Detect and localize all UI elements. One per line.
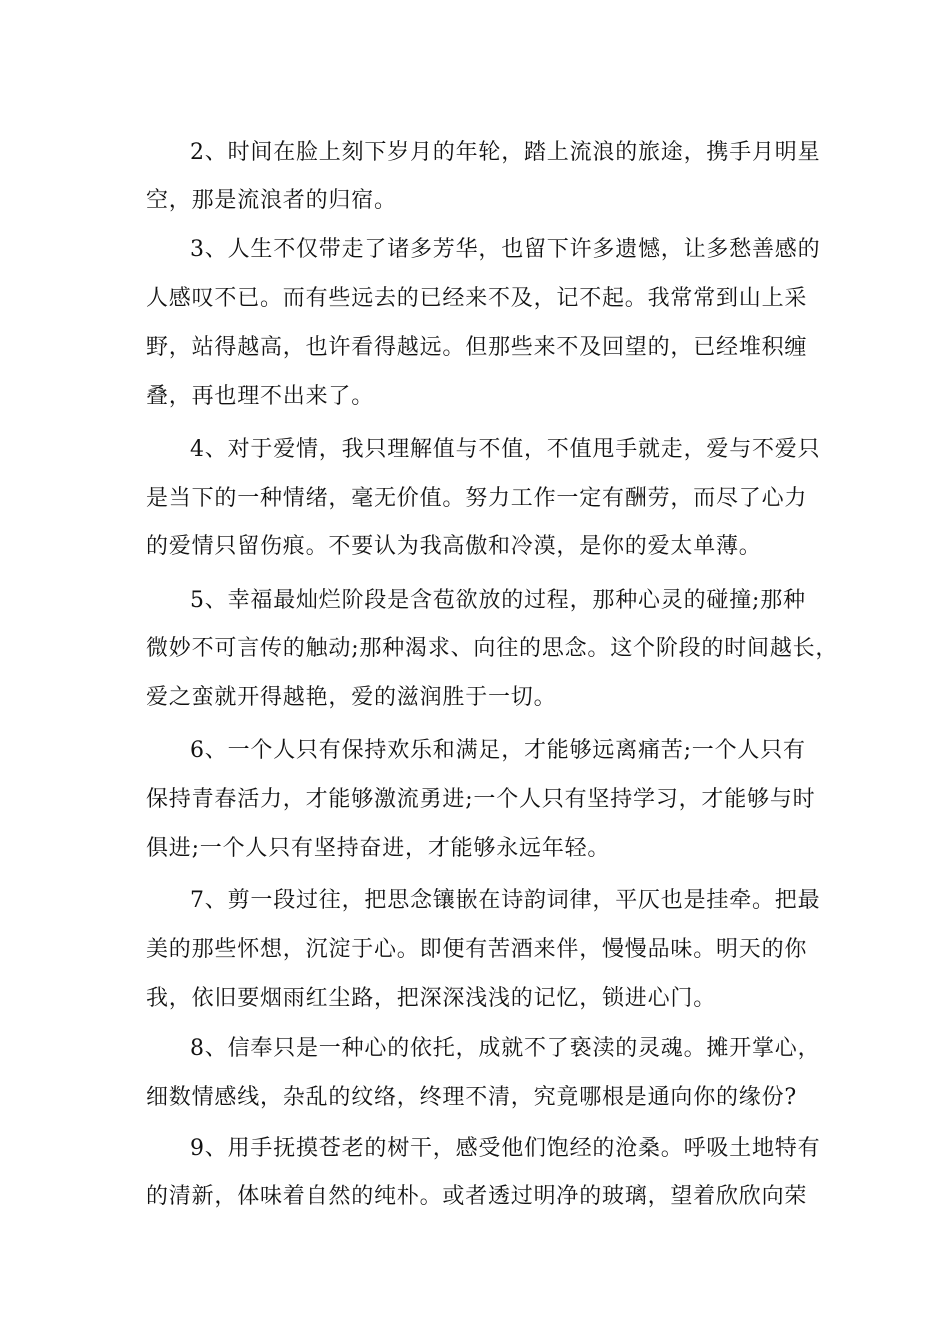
paragraph-3-line-1: 3、人生不仅带走了诸多芳华，也留下许多遗憾，让多愁善感的 — [190, 237, 821, 262]
paragraph-3-line-4: 叠，再也理不出来了。 — [146, 384, 375, 409]
paragraph-2-line-1: 2、时间在脸上刻下岁月的年轮，踏上流浪的旅途，携手月明星 — [190, 140, 821, 165]
paragraph-5-line-3: 爱之蛮就开得越艳，爱的滋润胜于一切。 — [146, 685, 557, 710]
paragraph-9-line-1: 9、用手抚摸苍老的树干，感受他们饱经的沧桑。呼吸土地特有 — [190, 1136, 821, 1161]
paragraph-6-line-3: 俱进;一个人只有坚持奋进，才能够永远年轻。 — [146, 836, 611, 861]
paragraph-2-line-2: 空，那是流浪者的归宿。 — [146, 188, 397, 213]
paragraph-4-line-1: 4、对于爱情，我只理解值与不值，不值甩手就走，爱与不爱只 — [190, 437, 821, 462]
paragraph-8-line-1: 8、信奉只是一种心的依托，成就不了亵渎的灵魂。摊开掌心， — [190, 1036, 821, 1061]
paragraph-8-line-2: 细数情感线，杂乱的纹络，终理不清，究竟哪根是通向你的缘份? — [146, 1085, 797, 1110]
paragraph-7-line-1: 7、剪一段过往，把思念镶嵌在诗韵词律，平仄也是挂牵。把最 — [190, 888, 821, 913]
paragraph-7-line-3: 我，依旧要烟雨红尘路，把深深浅浅的记忆，锁进心门。 — [146, 986, 717, 1011]
paragraph-9-line-2: 的清新，体味着自然的纯朴。或者透过明净的玻璃，望着欣欣向荣 — [146, 1184, 808, 1209]
paragraph-5-line-1: 5、幸福最灿烂阶段是含苞欲放的过程，那种心灵的碰撞;那种 — [190, 588, 806, 613]
paragraph-5-line-2: 微妙不可言传的触动;那种渴求、向往的思念。这个阶段的时间越长， — [146, 636, 839, 661]
paragraph-7-line-2: 美的那些怀想，沉淀于心。即便有苦酒来伴，慢慢品味。明天的你 — [146, 937, 808, 962]
paragraph-4-line-2: 是当下的一种情绪，毫无价值。努力工作一定有酬劳，而尽了心力 — [146, 486, 808, 511]
paragraph-3-line-3: 野，站得越高，也许看得越远。但那些来不及回望的，已经堆积缠 — [146, 335, 808, 360]
paragraph-6-line-2: 保持青春活力，才能够激流勇进;一个人只有坚持学习，才能够与时 — [146, 787, 816, 812]
paragraph-4-line-3: 的爱情只留伤痕。不要认为我高傲和冷漠，是你的爱太单薄。 — [146, 534, 762, 559]
paragraph-3-line-2: 人感叹不已。而有些远去的已经来不及，记不起。我常常到山上采 — [146, 286, 808, 311]
paragraph-6-line-1: 6、一个人只有保持欢乐和满足，才能够远离痛苦;一个人只有 — [190, 738, 806, 763]
